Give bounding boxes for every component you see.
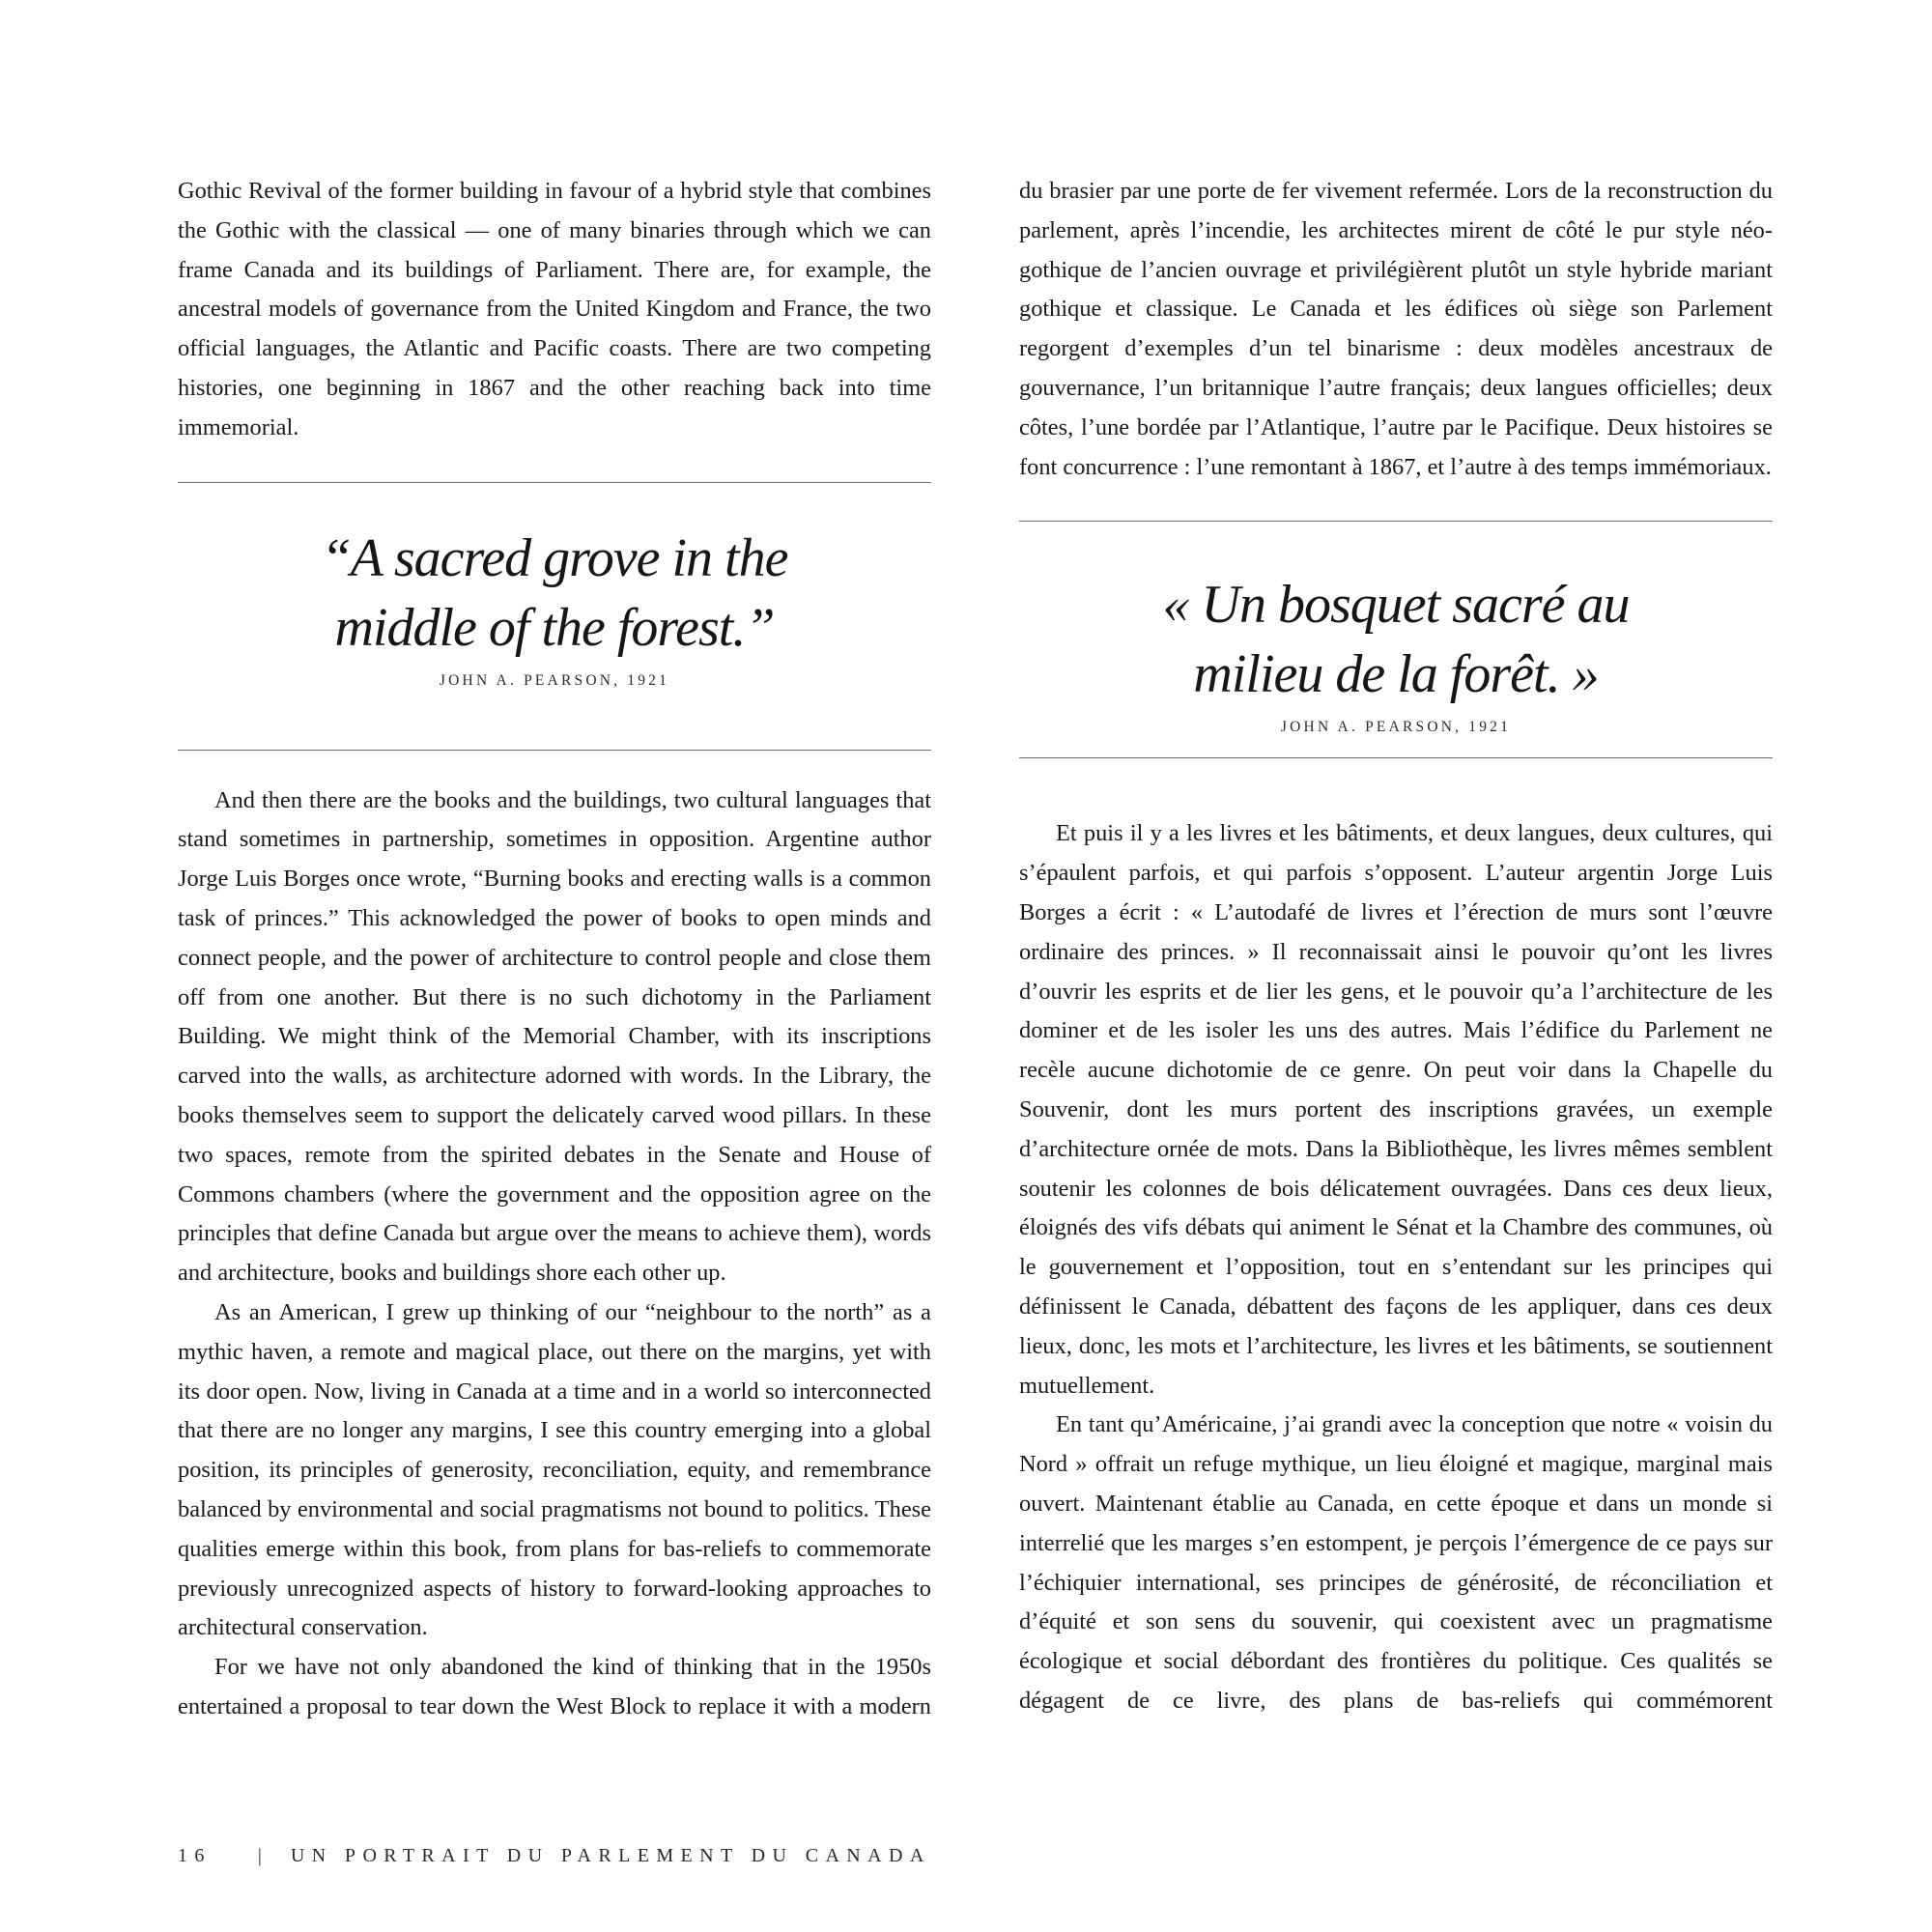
left-body-paragraph-2: As an American, I grew up thinking of our “neighbour to the north” as a mythic haven, a remote and magical place, out there on the margins, yet with its door open. Now, living in Canada at a time and in a world so interconnected that there are no longer any margins, I see this country emerging into a global position, its principles of generosity, reconciliation, equity, and remembrance balanced by environmental and social pragmatisms not bound to politics. These qualities emerge within this book, from plans for bas-reliefs to commemorate previously unrecognized aspects of history to forward-looking approaches to architectural conservation. <box>178 1298 931 1641</box>
left-pull-quote-line-1: “A sacred grove in the <box>321 527 788 588</box>
left-body-paragraph-3: For we have not only abandoned the kind of thinking that in the 1950s entertained a proposal to tear down the West Block to replace it with a modern <box>178 1654 931 1719</box>
right-body-paragraph-2: En tant qu’Américaine, j’ai grandi avec la conception que notre « voisin du Nord » offrait un refuge mythique, un lieu éloigné et magique, marginal mais ouvert. Maintenant établie au Canada, en cette époque et dans un monde si interrelié que les marges s’en estompent, je perçois l’émergence de ce pays sur l’échiquier international, ses principes de générosité, de réconciliation et d’équité et son sens du souvenir, qui coexistent avec un pragmatisme écologique et social débordant des frontières du politique. Ces qualités se dégagent de ce livre, des plans de bas-reliefs qui commémorent <box>1019 1411 1773 1714</box>
right-body-paragraph-1: Et puis il y a les livres et les bâtiments, et deux langues, deux cultures, qui s’épaulent parfois, et qui parfois s’opposent. L’auteur argentin Jorge Luis Borges a écrit : « L’autodafé de livres et l’érection de murs sont l’œuvre ordinaire des princes. » Il reconnaissait ainsi le pouvoir qu’ont les livres d’ouvrir les esprits et de lier les gens, et le pouvoir qu’a l’architecture de les dominer et de les isoler les uns des autres. Mais l’édifice du Parlement ne recèle aucune dichotomie de ce genre. On peut voir dans la Chapelle du Souvenir, dont les murs portent des inscriptions gravées, un exemple d’architecture ornée de mots. Dans la Bibliothèque, les livres mêmes semblent soutenir les colonnes de bois délicatement ouvragées. Dans ces deux lieux, éloignés des vifs débats qui animent le Sénat et la Chambre des communes, où le gouvernement et l’opposition, tout en s’entendant sur les principes qui définissent le Canada, débattent des façons de les appliquer, dans ces deux lieux, donc, les mots et l’architecture, les livres et les bâtiments, se soutiennent mutuellement. <box>1019 820 1773 1399</box>
right-pull-quote-line-2: milieu de la forêt. » <box>1193 644 1599 705</box>
left-pull-quote-line-2: middle of the forest.” <box>334 597 775 658</box>
right-intro-paragraph: du brasier par une porte de fer vivement refermée. Lors de la reconstruction du parlement, après l’incendie, les architectes mirent de côté le pur style néo-gothique de l’ancien ouvrage et privilégièrent plutôt un style hybride mariant gothique et classique. Le Canada et les édifices où siège son Parlement regorgent d’exemples d’un tel binarisme : deux modèles ancestraux de gouvernance, l’un britannique l’autre français; deux langues officielles; deux côtes, l’une bordée par l’Atlantique, l’autre par le Pacifique. Deux histoires se font concurrence : l’une remontant à 1867, et l’autre à des temps immémoriaux. <box>1019 178 1773 480</box>
left-quote-bottom-rule <box>178 750 931 751</box>
right-quote-bottom-rule <box>1019 757 1773 758</box>
left-pull-quote-block <box>178 483 931 690</box>
running-title: UN PORTRAIT DU PARLEMENT DU CANADA <box>290 1845 931 1866</box>
left-body <box>178 781 931 1727</box>
page-number: 16 <box>178 1845 212 1866</box>
left-column <box>178 172 931 1727</box>
left-intro-paragraph: Gothic Revival of the former building in favour of a hybrid style that combines the Gothic with the classical — one of many binaries through which we can frame Canada and its buildings of Parliament. There are, for example, the ancestral models of governance from the United Kingdom and France, the two official languages, the Atlantic and Pacific coasts. There are two competing histories, one beginning in 1867 and the other reaching back into time immemorial. <box>178 178 931 440</box>
right-pull-quote-line-1: « Un bosquet sacré au <box>1162 575 1630 636</box>
page-footer <box>178 1845 931 1867</box>
right-pull-quote-block <box>1019 522 1773 736</box>
right-quote-attribution: JOHN A. PEARSON, 1921 <box>1280 719 1512 736</box>
left-body-paragraph-1: And then there are the books and the buildings, two cultural languages that stand sometimes in partnership, sometimes in opposition. Argentine author Jorge Luis Borges once wrote, “Burning books and erecting walls is a common task of princes.” This acknowledged the power of books to open minds and connect people, and the power of architecture to control people and close them off from one another. But there is no such dichotomy in the Parliament Building. We might think of the Memorial Chamber, with its inscriptions carved into the walls, as architecture adorned with words. In the Library, the books themselves seem to support the delicately carved wood pillars. In these two spaces, remote from the spirited debates in the Senate and House of Commons chambers (where the government and the opposition agree on the principles that define Canada but argue over the means to achieve them), words and architecture, books and buildings shore each other up. <box>178 786 931 1287</box>
left-quote-attribution: JOHN A. PEARSON, 1921 <box>439 671 670 689</box>
footer-separator: | <box>257 1845 262 1866</box>
right-column <box>1019 172 1773 1721</box>
right-body <box>1019 814 1773 1720</box>
